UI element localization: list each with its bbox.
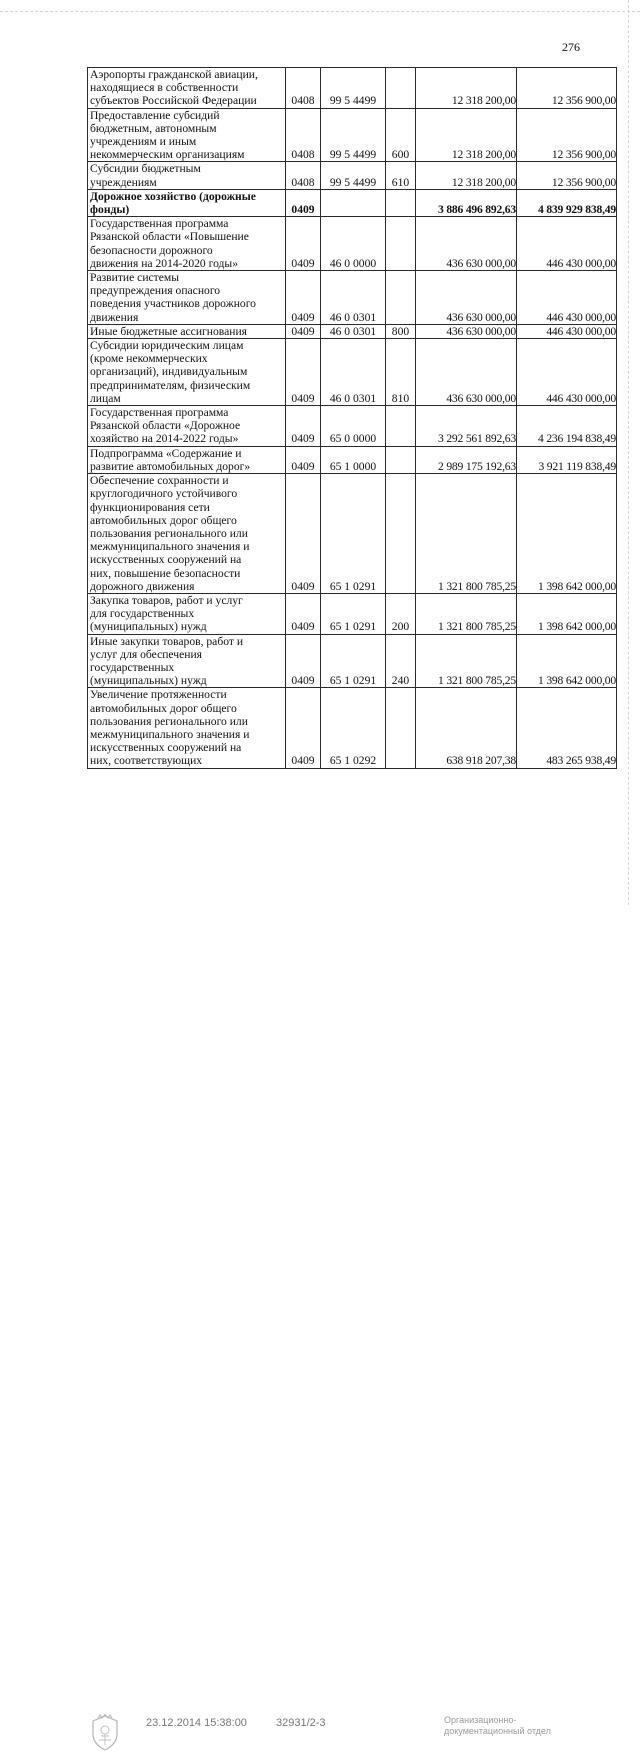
- row-target-code-cell: 46 0 0301: [321, 271, 386, 325]
- row-expense-kind-cell: [386, 688, 416, 768]
- stamp-org-line-2: документационный отдел: [444, 1726, 551, 1736]
- row-amount-2016-cell: 446 430 000,00: [517, 339, 617, 406]
- row-amount-2015-cell: 436 630 000,00: [416, 217, 517, 271]
- row-section-code-cell: 0409: [286, 634, 321, 688]
- row-amount-2016-cell: 446 430 000,00: [517, 217, 617, 271]
- row-amount-2015-cell: 12 318 200,00: [416, 162, 517, 189]
- row-target-code-cell: 65 1 0000: [321, 446, 386, 473]
- row-expense-kind-cell: [386, 271, 416, 325]
- budget-table: [87, 67, 617, 769]
- footer: [0, 856, 640, 1736]
- row-amount-2015-cell: 2 989 175 192,63: [416, 446, 517, 473]
- row-section-code-cell: 0408: [286, 108, 321, 162]
- row-name-cell: Аэропорты гражданской авиации, находящиеся в собственности субъектов Российской Федерации: [88, 68, 286, 109]
- row-name-cell: Обеспечение сохранности и круглогодичного устойчивого функционирования сети автомобильных дорог общего пользования регионального или межмуниципального значения и искусственных сооружений на них, повышение безопасности дорожного движения: [88, 474, 286, 594]
- row-amount-2016-cell: 1 398 642 000,00: [517, 634, 617, 688]
- row-expense-kind-cell: [386, 217, 416, 271]
- table-row: [88, 108, 617, 162]
- row-amount-2016-cell: 446 430 000,00: [517, 271, 617, 325]
- row-name-cell: Государственная программа Рязанской области «Повышение безопасности дорожного движения на 2014-2020 годы»: [88, 217, 286, 271]
- row-amount-2015-cell: 3 292 561 892,63: [416, 406, 517, 447]
- row-amount-2016-cell: 4 236 194 838,49: [517, 406, 617, 447]
- row-amount-2016-cell: 12 356 900,00: [517, 162, 617, 189]
- row-section-code-cell: 0408: [286, 68, 321, 109]
- row-amount-2016-cell: 12 356 900,00: [517, 108, 617, 162]
- row-section-code-cell: 0409: [286, 406, 321, 447]
- table-row: [88, 189, 617, 216]
- guide-line-right: [628, 0, 629, 905]
- row-amount-2015-cell: 638 918 207,38: [416, 688, 517, 768]
- stamp-timestamp: 23.12.2014 15:38:00: [146, 1717, 247, 1729]
- budget-table-body: [88, 68, 617, 769]
- stamp-org-line-1: Организационно-: [444, 1715, 517, 1725]
- stamp-document-id: 32931/2-3: [276, 1717, 326, 1729]
- row-name-cell: Дорожное хозяйство (дорожные фонды): [88, 189, 286, 216]
- row-section-code-cell: 0409: [286, 593, 321, 634]
- row-section-code-cell: 0409: [286, 446, 321, 473]
- table-row: [88, 474, 617, 594]
- row-amount-2015-cell: 1 321 800 785,25: [416, 593, 517, 634]
- row-name-cell: Государственная программа Рязанской области «Дорожное хозяйство на 2014-2022 годы»: [88, 406, 286, 447]
- row-target-code-cell: 65 1 0291: [321, 593, 386, 634]
- row-amount-2016-cell: 12 356 900,00: [517, 68, 617, 109]
- table-row: [88, 217, 617, 271]
- row-amount-2015-cell: 436 630 000,00: [416, 271, 517, 325]
- stamp-organization: [444, 1715, 574, 1737]
- guide-line-top: [0, 11, 640, 12]
- table-row: [88, 324, 617, 338]
- row-expense-kind-cell: [386, 68, 416, 109]
- row-section-code-cell: 0409: [286, 324, 321, 338]
- row-target-code-cell: 46 0 0301: [321, 339, 386, 406]
- row-target-code-cell: 46 0 0301: [321, 324, 386, 338]
- row-amount-2015-cell: 12 318 200,00: [416, 68, 517, 109]
- row-amount-2015-cell: 3 886 496 892,63: [416, 189, 517, 216]
- row-amount-2015-cell: 436 630 000,00: [416, 324, 517, 338]
- row-section-code-cell: 0409: [286, 217, 321, 271]
- row-section-code-cell: 0409: [286, 189, 321, 216]
- row-expense-kind-cell: [386, 189, 416, 216]
- row-expense-kind-cell: 240: [386, 634, 416, 688]
- row-name-cell: Подпрограмма «Содержание и развитие автомобильных дорог»: [88, 446, 286, 473]
- table-row: [88, 446, 617, 473]
- row-target-code-cell: 99 5 4499: [321, 108, 386, 162]
- row-target-code-cell: 65 1 0291: [321, 474, 386, 594]
- row-expense-kind-cell: [386, 406, 416, 447]
- row-name-cell: Развитие системы предупреждения опасного поведения участников дорожного движения: [88, 271, 286, 325]
- table-row: [88, 593, 617, 634]
- row-target-code-cell: 65 1 0291: [321, 634, 386, 688]
- row-expense-kind-cell: [386, 474, 416, 594]
- table-row: [88, 162, 617, 189]
- table-row: [88, 406, 617, 447]
- page-number: 276: [562, 40, 580, 54]
- row-expense-kind-cell: 600: [386, 108, 416, 162]
- coat-of-arms-icon: [87, 1714, 123, 1752]
- row-target-code-cell: 46 0 0000: [321, 217, 386, 271]
- row-section-code-cell: 0409: [286, 271, 321, 325]
- table-row: [88, 688, 617, 768]
- row-expense-kind-cell: 610: [386, 162, 416, 189]
- row-name-cell: Увеличение протяженности автомобильных дорог общего пользования регионального или межмуниципального значения и искусственных сооружений на них, соответствующих: [88, 688, 286, 768]
- row-target-code-cell: 99 5 4499: [321, 162, 386, 189]
- table-row: [88, 339, 617, 406]
- row-section-code-cell: 0409: [286, 474, 321, 594]
- row-target-code-cell: 65 0 0000: [321, 406, 386, 447]
- row-amount-2016-cell: 446 430 000,00: [517, 324, 617, 338]
- row-expense-kind-cell: 200: [386, 593, 416, 634]
- row-name-cell: Предоставление субсидий бюджетным, автономным учреждениям и иным некоммерческим организациям: [88, 108, 286, 162]
- row-amount-2015-cell: 436 630 000,00: [416, 339, 517, 406]
- row-amount-2016-cell: 1 398 642 000,00: [517, 474, 617, 594]
- row-target-code-cell: 99 5 4499: [321, 68, 386, 109]
- row-amount-2015-cell: 1 321 800 785,25: [416, 474, 517, 594]
- row-amount-2015-cell: 12 318 200,00: [416, 108, 517, 162]
- row-amount-2016-cell: 4 839 929 838,49: [517, 189, 617, 216]
- row-name-cell: Закупка товаров, работ и услуг для государственных (муниципальных) нужд: [88, 593, 286, 634]
- row-amount-2015-cell: 1 321 800 785,25: [416, 634, 517, 688]
- table-row: [88, 634, 617, 688]
- row-name-cell: Иные закупки товаров, работ и услуг для обеспечения государственных (муниципальных) нужд: [88, 634, 286, 688]
- table-row: [88, 68, 617, 109]
- row-amount-2016-cell: 1 398 642 000,00: [517, 593, 617, 634]
- row-target-code-cell: 65 1 0292: [321, 688, 386, 768]
- row-section-code-cell: 0409: [286, 688, 321, 768]
- row-section-code-cell: 0409: [286, 339, 321, 406]
- row-name-cell: Субсидии юридическим лицам (кроме некоммерческих организаций), индивидуальным предпринимателям, физическим лицам: [88, 339, 286, 406]
- row-expense-kind-cell: [386, 446, 416, 473]
- row-name-cell: Субсидии бюджетным учреждениям: [88, 162, 286, 189]
- row-amount-2016-cell: 483 265 938,49: [517, 688, 617, 768]
- row-amount-2016-cell: 3 921 119 838,49: [517, 446, 617, 473]
- row-target-code-cell: [321, 189, 386, 216]
- row-expense-kind-cell: 810: [386, 339, 416, 406]
- row-expense-kind-cell: 800: [386, 324, 416, 338]
- row-name-cell: Иные бюджетные ассигнования: [88, 324, 286, 338]
- row-section-code-cell: 0408: [286, 162, 321, 189]
- table-row: [88, 271, 617, 325]
